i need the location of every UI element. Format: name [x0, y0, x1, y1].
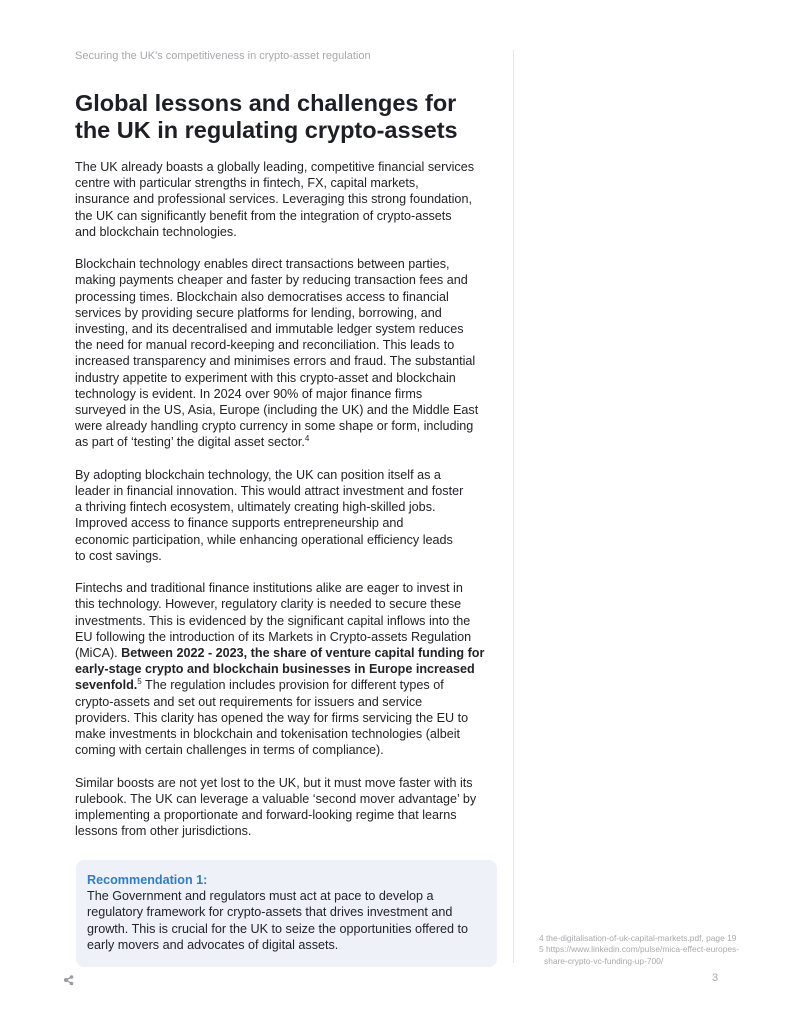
text-line: economic participation, while enhancing operational efficiency leads [75, 532, 453, 547]
text-line: coming with certain challenges in terms of compliance). [75, 743, 384, 758]
paragraph-intro [75, 159, 485, 240]
text-line: processing times. Blockchain also democratises access to financial [75, 289, 449, 304]
text-line: were already handling crypto currency in some shape or form, including [75, 419, 474, 434]
running-header: Securing the UK's competitiveness in crypto-asset regulation [75, 50, 371, 62]
footnotes [539, 933, 759, 967]
highlight-text: sevenfold. [75, 678, 138, 693]
text-line: EU following the introduction of its Markets in Crypto-assets Regulation [75, 629, 472, 644]
text-line: Fintechs and traditional finance institutions alike are eager to invest in [75, 581, 463, 596]
text-line [75, 645, 485, 661]
text-line: services by providing secure platforms for lending, borrowing, and [75, 305, 442, 320]
text-line: The UK already boasts a globally leading, competitive financial services [75, 160, 475, 174]
text-segment: (MiCA). [75, 646, 122, 661]
text-line: the UK can significantly benefit from the integration of crypto-assets [75, 208, 452, 223]
text-line: rulebook. The UK can leverage a valuable ‘second mover advantage’ by [75, 791, 477, 806]
text-line: providers. This clarity has opened the way for firms servicing the EU to [75, 710, 469, 725]
text-line: regulatory framework for crypto-assets that drives investment and [87, 905, 453, 920]
footnote-5-continued[interactable]: share-crypto-vc-funding-up-700/ [544, 955, 664, 966]
footnote-5[interactable]: 5 https://www.linkedin.com/pulse/mica-effect-europes- [539, 944, 740, 955]
recommendation-title: Recommendation 1: [87, 873, 208, 887]
title-line: the UK in regulating crypto-assets [75, 117, 458, 143]
text-segment: as part of ‘testing’ the digital asset sector. [75, 435, 305, 450]
text-line: and blockchain technologies. [75, 224, 237, 239]
text-line: Similar boosts are not yet lost to the UK, but it must move faster with its [75, 775, 473, 790]
text-line: Improved access to finance supports entrepreneurship and [75, 516, 404, 531]
text-line: technology is evident. In 2024 over 90% of major finance firms [75, 386, 423, 401]
footnote-4: 4 the-digitalisation-of-uk-capital-markets.pdf, page 19 [539, 933, 737, 943]
text-line: the need for manual record-keeping and reconciliation. This leads to [75, 338, 455, 353]
paragraph-second-mover [75, 775, 485, 840]
text-line: to cost savings. [75, 548, 162, 563]
text-line: By adopting blockchain technology, the UK can position itself as a [75, 467, 441, 482]
text-line: make investments in blockchain and tokenisation technologies (albeit [75, 727, 461, 742]
text-line: implementing a proportionate and forward-looking regime that learns [75, 808, 457, 823]
highlight-text: early-stage crypto and blockchain businesses in Europe increased [75, 662, 475, 677]
text-line: a thriving fintech ecosystem, ultimately creating high-skilled jobs. [75, 500, 436, 515]
title-line: Global lessons and challenges for [75, 90, 457, 116]
text-segment: The regulation includes provision for different types of [141, 678, 444, 693]
footnote-ref[interactable]: 5 [137, 677, 142, 687]
paragraph-adoption [75, 467, 485, 564]
text-line: industry appetite to experiment with this crypto-asset and blockchain [75, 370, 456, 385]
column-divider [513, 50, 514, 963]
body-text [75, 159, 485, 856]
text-line: Blockchain technology enables direct transactions between parties, [75, 257, 450, 272]
text-line: insurance and professional services. Leveraging this strong foundation, [75, 192, 472, 207]
text-line: surveyed in the US, Asia, Europe (including the UK) and the Middle East [75, 403, 479, 418]
recommendation-callout [76, 860, 497, 967]
page-number: 3 [712, 972, 719, 984]
text-line [75, 661, 485, 677]
text-line: increased transparency and minimises errors and fraud. The substantial [75, 354, 476, 369]
text-line: growth. This is crucial for the UK to seize the opportunities offered to [87, 921, 469, 936]
text-line: lessons from other jurisdictions. [75, 824, 252, 839]
text-line [75, 677, 485, 693]
paragraph-blockchain [75, 256, 485, 450]
text-line: this technology. However, regulatory clarity is needed to secure these [75, 597, 462, 612]
text-line: crypto-assets and set out requirements for issuers and service [75, 694, 423, 709]
text-line: investing, and its decentralised and immutable ledger system reduces [75, 322, 464, 337]
text-line: centre with particular strengths in fintech, FX, capital markets, [75, 176, 419, 191]
page-title [75, 90, 495, 144]
molecule-logo-icon [63, 974, 75, 986]
text-line: early movers and advocates of digital assets. [87, 937, 339, 952]
text-line: making payments cheaper and faster by reducing transaction fees and [75, 273, 468, 288]
text-line [75, 434, 485, 450]
text-line: investments. This is evidenced by the significant capital inflows into the [75, 613, 471, 628]
recommendation-text [87, 888, 497, 953]
text-line: The Government and regulators must act at pace to develop a [87, 889, 434, 904]
highlight-text: Between 2022 - 2023, the share of venture capital funding for [121, 646, 485, 661]
footnote-ref[interactable]: 4 [304, 434, 310, 444]
paragraph-regulation [75, 580, 485, 758]
text-line: leader in financial innovation. This would attract investment and foster [75, 484, 464, 499]
